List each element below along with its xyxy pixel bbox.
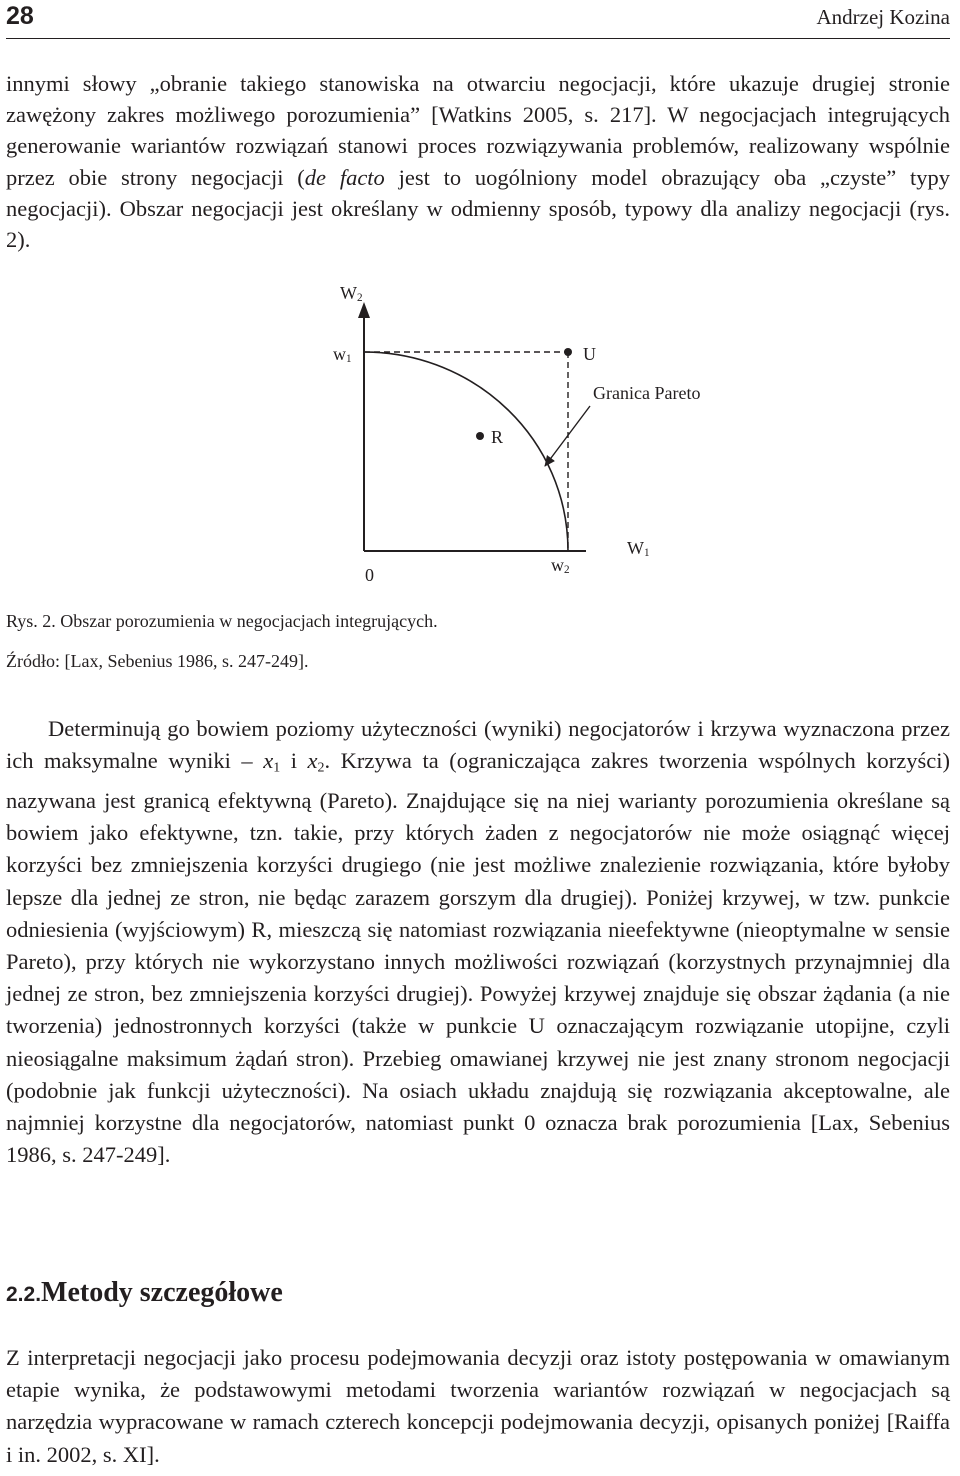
- paragraph-methods: Z interpretacji negocjacji jako procesu podejmowania decyzji oraz istoty postępowania w omawianym etapie wynika, że podstawowymi metodami tworzenia wariantów rozwiązań w negocjacjach są narzędzia wypracowane w ramach czterech koncepcji podejmowania decyzji, opisanych poniżej [Raiffa i in. 2002, s. XI].: [6, 1345, 950, 1467]
- figure-source: Źródło: [Lax, Sebenius 1986, s. 247-249].: [6, 651, 309, 671]
- page-number: 28: [6, 2, 34, 30]
- pareto-diagram: [0, 276, 960, 576]
- section-heading: [6, 1277, 283, 1309]
- point-u-marker: [564, 348, 572, 356]
- paragraph-intro: [6, 68, 950, 255]
- label-w1: $w_1$: [333, 344, 352, 366]
- paragraph-intro-text-2: jest to uogólniony model obrazujący oba „czyste” typy negocjacji). Obszar negocjacji jest określany w odmienny sposób, typowy dla analizy negocjacji (rys. 2).: [6, 164, 950, 253]
- pareto-curve: [364, 352, 568, 551]
- figure-pareto-frontier: [0, 276, 960, 585]
- paragraph-pareto-text-2: . Krzywa ta (ograniczająca zakres tworzenia wspólnych korzyści) nazywana jest granicą efektywną (Pareto). Znajdujące się na niej warianty porozumienia określane są bowiem jako efektywne, tzn. takie, przy których żaden z negocjatorów nie może osiągnąć więcej korzyści bez zmniejszenia korzyści drugiego (nie jest możliwe znalezienie rozwiązania, które byłoby lepsze dla jednej ze stron, nie będąc zarazem gorszym dla drugiej). Poniżej krzywej, w tzw. punkcie odniesienia (wyjściowym) R, mieszczą się natomiast rozwiązania nieefektywne (nieoptymalne w sensie Pareto), przy których nie wykorzystano innych możliwości rozwiązań (korzystnych przynajmniej dla jednej ze stron, bez zmniejszenia korzyści drugiej). Powyżej krzywej znajduje się obszar żądania (a nie tworzenia) jednostronnych korzyści (także w punkcie U oznaczającym rozwiązanie utopijne, czyli nieosiągalne maksimum żądań stron). Przebieg omawianej krzywej nie jest znany stronom negocjacji (podobnie jak funkcji użyteczności). Na osiach układu znajdują się rozwiązania akceptowalne, ale najmniej korzystne dla negocjatorów, natomiast punkt 0 oznacza brak porozumienia [Lax, Sebenius 1986, s. 247-249].: [6, 748, 950, 1168]
- section-title: Metody szczegółowe: [41, 1277, 283, 1308]
- page-header: [6, 0, 950, 39]
- paragraph-pareto-text-1: Determinują go bowiem poziomy użyteczności (wyniki) negocjatorów i krzywa wyznaczona przez ich maksymalne wyniki –: [6, 716, 950, 774]
- axis-label-x: $W_1$: [627, 538, 650, 560]
- figure-caption: Rys. 2. Obszar porozumienia w negocjacjach integrujących.: [6, 611, 438, 631]
- section-number: 2.2.: [6, 1283, 42, 1306]
- label-r: R: [491, 427, 504, 447]
- label-pareto-frontier: Granica Pareto: [593, 383, 701, 403]
- paragraph-pareto-explanation: Determinują go bowiem poziomy użyteczności (wyniki) negocjatorów i krzywa wyznaczona przez ich maksymalne wyniki – $x_1$ i $x_2$. Krzywa ta (ograniczająca zakres tworzenia wspólnych korzyści) nazywana jest granicą efektywną (Pareto). Znajdujące się na niej warianty porozumienia określane są bowiem jako efektywne, tzn. takie, przy których żaden z negocjatorów nie może osiągnąć więcej korzyści bez zmniejszenia korzyści drugiego (nie jest możliwe znalezienie rozwiązania, które byłoby lepsze dla jednej ze stron, nie będąc zarazem gorszym dla drugiej). Poniżej krzywej, w tzw. punkcie odniesienia (wyjściowym) R, mieszczą się natomiast rozwiązania nieefektywne (nieoptymalne w sensie Pareto), przy których nie wykorzystano innych możliwości rozwiązań (korzystnych przynajmniej dla jednej ze stron, bez zmniejszenia korzyści drugiej). Powyżej krzywej znajduje się obszar żądania (a nie tworzenia) jednostronnych korzyści (także w punkcie U oznaczającym rozwiązanie utopijne, czyli nieosiągalne maksimum żądań stron). Przebieg omawianej krzywej nie jest znany stronom negocjacji (podobnie jak funkcji użyteczności). Na osiach układu znajdują się rozwiązania akceptowalne, ale najmniej korzystne dla negocjatorów, natomiast punkt 0 oznacza brak porozumienia [Lax, Sebenius 1986, s. 247-249].: [6, 716, 950, 1168]
- point-r-marker: [476, 432, 484, 440]
- axis-label-y: $W_2$: [340, 283, 363, 305]
- running-header-author: Andrzej Kozina: [816, 5, 950, 29]
- paragraph-intro-italic: de facto: [304, 164, 385, 190]
- label-u: U: [583, 344, 596, 364]
- paragraph-intro-text-1: innymi słowy „obranie takiego stanowiska na otwarciu negocjacji, które ukazuje drugiej stronie zawężony zakres możliwego porozumienia” [Watkins 2005, s. 217]. W negocjacjach integrujących generowanie wariantów rozwiązań stanowi proces rozwiązywania problemów, realizowany wspólnie przez obie strony negocjacji (: [6, 71, 950, 190]
- label-origin: 0: [365, 565, 374, 585]
- label-w2: $w_2$: [551, 555, 570, 577]
